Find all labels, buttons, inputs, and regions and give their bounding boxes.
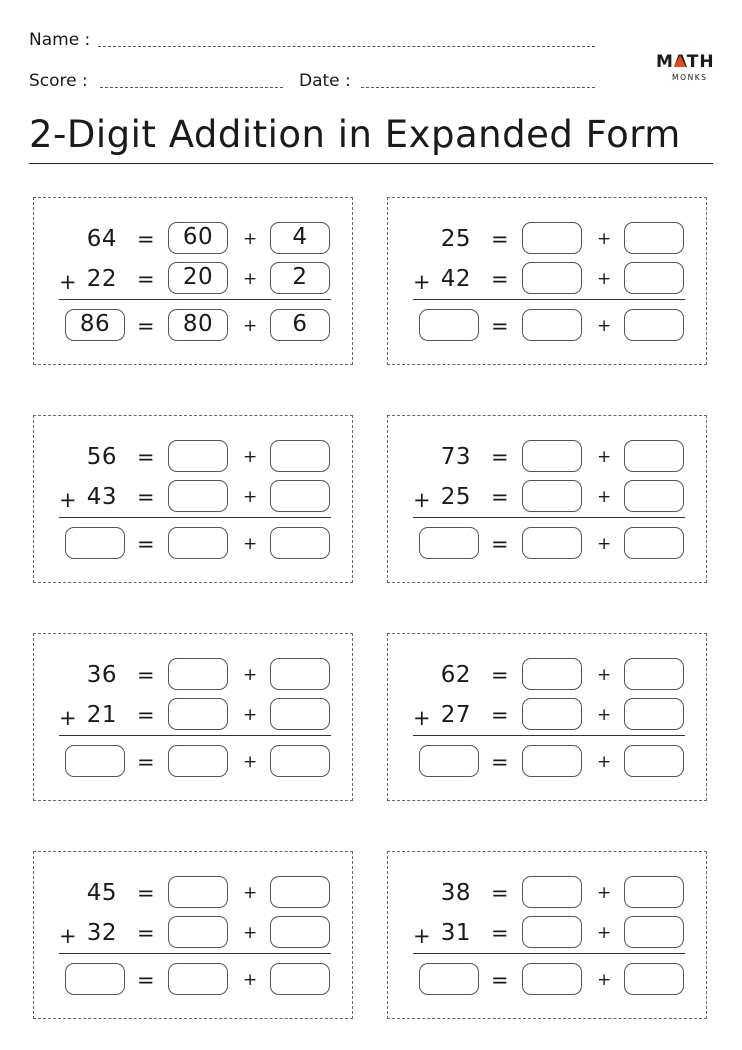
- sum-ones-box[interactable]: [624, 309, 684, 341]
- addend-bottom-tens-box[interactable]: [168, 698, 228, 730]
- plus-sign: +: [597, 970, 612, 990]
- addend-bottom: 21: [86, 702, 117, 728]
- sum-divider: [59, 953, 331, 954]
- sum-tens-box[interactable]: [522, 963, 582, 995]
- plus-sign: +: [413, 270, 431, 294]
- plus-sign: +: [243, 705, 258, 725]
- equals-sign: =: [137, 485, 155, 509]
- addend-bottom-tens-box[interactable]: [522, 480, 582, 512]
- addend-top: 36: [86, 662, 117, 688]
- plus-sign: +: [597, 316, 612, 336]
- sum-box[interactable]: [419, 309, 479, 341]
- sum-ones-box[interactable]: [270, 963, 330, 995]
- score-field[interactable]: [100, 87, 283, 88]
- equals-sign: =: [137, 750, 155, 774]
- addend-top-tens-box[interactable]: [168, 440, 228, 472]
- addend-bottom-ones-box[interactable]: [270, 480, 330, 512]
- date-field[interactable]: [361, 87, 595, 88]
- plus-sign: +: [413, 924, 431, 948]
- equals-sign: =: [491, 881, 509, 905]
- plus-sign: +: [243, 923, 258, 943]
- name-field[interactable]: [98, 46, 595, 47]
- sum-ones-box[interactable]: [270, 745, 330, 777]
- equals-sign: =: [491, 921, 509, 945]
- addend-bottom: 22: [86, 266, 117, 292]
- addend-bottom-ones-box[interactable]: [624, 916, 684, 948]
- addend-bottom-ones-box[interactable]: [270, 916, 330, 948]
- problem-card: [387, 197, 707, 365]
- equals-sign: =: [491, 703, 509, 727]
- sum-divider: [59, 735, 331, 736]
- problem-card: [33, 633, 353, 801]
- sum-divider: [413, 953, 685, 954]
- addend-bottom-tens-box[interactable]: [522, 262, 582, 294]
- equals-sign: =: [491, 750, 509, 774]
- problem-card: [33, 415, 353, 583]
- name-label: Name :: [29, 30, 91, 50]
- addend-top: 62: [440, 662, 471, 688]
- plus-sign: +: [597, 487, 612, 507]
- addend-bottom-tens-box[interactable]: 20: [168, 262, 228, 294]
- equals-sign: =: [491, 532, 509, 556]
- addend-bottom-ones-box[interactable]: [624, 698, 684, 730]
- addend-bottom-ones-box[interactable]: [624, 480, 684, 512]
- addend-top-ones-box[interactable]: [270, 440, 330, 472]
- plus-sign: +: [243, 534, 258, 554]
- addend-bottom-tens-box[interactable]: [522, 698, 582, 730]
- problem-card: [387, 633, 707, 801]
- addend-bottom-ones-box[interactable]: 2: [270, 262, 330, 294]
- equals-sign: =: [491, 314, 509, 338]
- problem-card: [387, 851, 707, 1019]
- sum-ones-box[interactable]: [624, 963, 684, 995]
- equals-sign: =: [137, 445, 155, 469]
- addend-bottom-tens-box[interactable]: [522, 916, 582, 948]
- equals-sign: =: [137, 227, 155, 251]
- addend-bottom-tens-box[interactable]: [168, 480, 228, 512]
- sum-divider: [413, 517, 685, 518]
- sum-ones-box[interactable]: 6: [270, 309, 330, 341]
- addend-top-ones-box[interactable]: [624, 876, 684, 908]
- plus-sign: +: [597, 665, 612, 685]
- addend-bottom-ones-box[interactable]: [270, 698, 330, 730]
- plus-sign: +: [243, 229, 258, 249]
- addend-top: 73: [440, 444, 471, 470]
- sum-box[interactable]: [419, 963, 479, 995]
- addend-bottom: 32: [86, 920, 117, 946]
- sum-box[interactable]: [65, 963, 125, 995]
- sum-tens-box[interactable]: 80: [168, 309, 228, 341]
- plus-sign: +: [59, 488, 77, 512]
- sum-box[interactable]: [65, 745, 125, 777]
- sum-ones-box[interactable]: [624, 745, 684, 777]
- equals-sign: =: [137, 703, 155, 727]
- plus-sign: +: [413, 488, 431, 512]
- addend-top-tens-box[interactable]: [522, 222, 582, 254]
- plus-sign: +: [243, 447, 258, 467]
- addend-bottom: 25: [440, 484, 471, 510]
- sum-divider: [59, 517, 331, 518]
- plus-sign: +: [597, 923, 612, 943]
- sum-box[interactable]: [65, 527, 125, 559]
- equals-sign: =: [137, 532, 155, 556]
- sum-tens-box[interactable]: [522, 527, 582, 559]
- addend-top-ones-box[interactable]: [624, 222, 684, 254]
- sum-ones-box[interactable]: [624, 527, 684, 559]
- plus-sign: +: [597, 752, 612, 772]
- addend-top: 38: [440, 880, 471, 906]
- page-title: 2-Digit Addition in Expanded Form: [29, 113, 681, 156]
- addend-top: 45: [86, 880, 117, 906]
- addend-bottom: 42: [440, 266, 471, 292]
- equals-sign: =: [491, 968, 509, 992]
- plus-sign: +: [243, 487, 258, 507]
- addend-top-tens-box[interactable]: [522, 876, 582, 908]
- plus-sign: +: [243, 752, 258, 772]
- addend-bottom: 31: [440, 920, 471, 946]
- addend-top-ones-box[interactable]: [624, 658, 684, 690]
- sum-box[interactable]: [419, 527, 479, 559]
- sum-divider: [59, 299, 331, 300]
- problem-card: [33, 197, 353, 365]
- plus-sign: +: [243, 269, 258, 289]
- plus-sign: +: [59, 924, 77, 948]
- sum-box[interactable]: [419, 745, 479, 777]
- equals-sign: =: [491, 227, 509, 251]
- plus-sign: +: [243, 316, 258, 336]
- plus-sign: +: [243, 883, 258, 903]
- addend-bottom: 27: [440, 702, 471, 728]
- plus-sign: +: [597, 447, 612, 467]
- addend-top: 25: [440, 226, 471, 252]
- problem-card: [33, 851, 353, 1019]
- plus-sign: +: [597, 534, 612, 554]
- sum-box[interactable]: 86: [65, 309, 125, 341]
- sum-tens-box[interactable]: [522, 745, 582, 777]
- plus-sign: +: [597, 705, 612, 725]
- plus-sign: +: [243, 970, 258, 990]
- addend-bottom: 43: [86, 484, 117, 510]
- addend-top: 64: [86, 226, 117, 252]
- plus-sign: +: [413, 706, 431, 730]
- sum-tens-box[interactable]: [168, 745, 228, 777]
- plus-sign: +: [59, 706, 77, 730]
- addend-top-tens-box[interactable]: [522, 658, 582, 690]
- equals-sign: =: [137, 921, 155, 945]
- date-label: Date :: [299, 71, 351, 91]
- addend-top-ones-box[interactable]: [270, 876, 330, 908]
- plus-sign: +: [597, 269, 612, 289]
- addend-top: 56: [86, 444, 117, 470]
- plus-sign: +: [597, 229, 612, 249]
- equals-sign: =: [137, 663, 155, 687]
- score-label: Score :: [29, 71, 88, 91]
- addend-top-tens-box[interactable]: 60: [168, 222, 228, 254]
- logo-wordmark: MATH: [656, 52, 715, 72]
- equals-sign: =: [137, 881, 155, 905]
- problem-card: [387, 415, 707, 583]
- equals-sign: =: [491, 445, 509, 469]
- equals-sign: =: [137, 314, 155, 338]
- addend-top-tens-box[interactable]: [522, 440, 582, 472]
- equals-sign: =: [491, 663, 509, 687]
- plus-sign: +: [597, 883, 612, 903]
- sum-ones-box[interactable]: [270, 527, 330, 559]
- plus-sign: +: [59, 270, 77, 294]
- title-divider: [29, 163, 713, 164]
- equals-sign: =: [137, 267, 155, 291]
- addend-top-tens-box[interactable]: [168, 876, 228, 908]
- sum-divider: [413, 735, 685, 736]
- logo-triangle-icon: [674, 55, 686, 67]
- sum-divider: [413, 299, 685, 300]
- sum-tens-box[interactable]: [168, 963, 228, 995]
- addend-bottom-tens-box[interactable]: [168, 916, 228, 948]
- equals-sign: =: [491, 267, 509, 291]
- equals-sign: =: [137, 968, 155, 992]
- addend-top-ones-box[interactable]: 4: [270, 222, 330, 254]
- sum-tens-box[interactable]: [522, 309, 582, 341]
- addend-top-ones-box[interactable]: [270, 658, 330, 690]
- sum-tens-box[interactable]: [168, 527, 228, 559]
- plus-sign: +: [243, 665, 258, 685]
- equals-sign: =: [491, 485, 509, 509]
- addend-bottom-ones-box[interactable]: [624, 262, 684, 294]
- addend-top-ones-box[interactable]: [624, 440, 684, 472]
- addend-top-tens-box[interactable]: [168, 658, 228, 690]
- logo-subtitle: MONKS: [672, 73, 708, 82]
